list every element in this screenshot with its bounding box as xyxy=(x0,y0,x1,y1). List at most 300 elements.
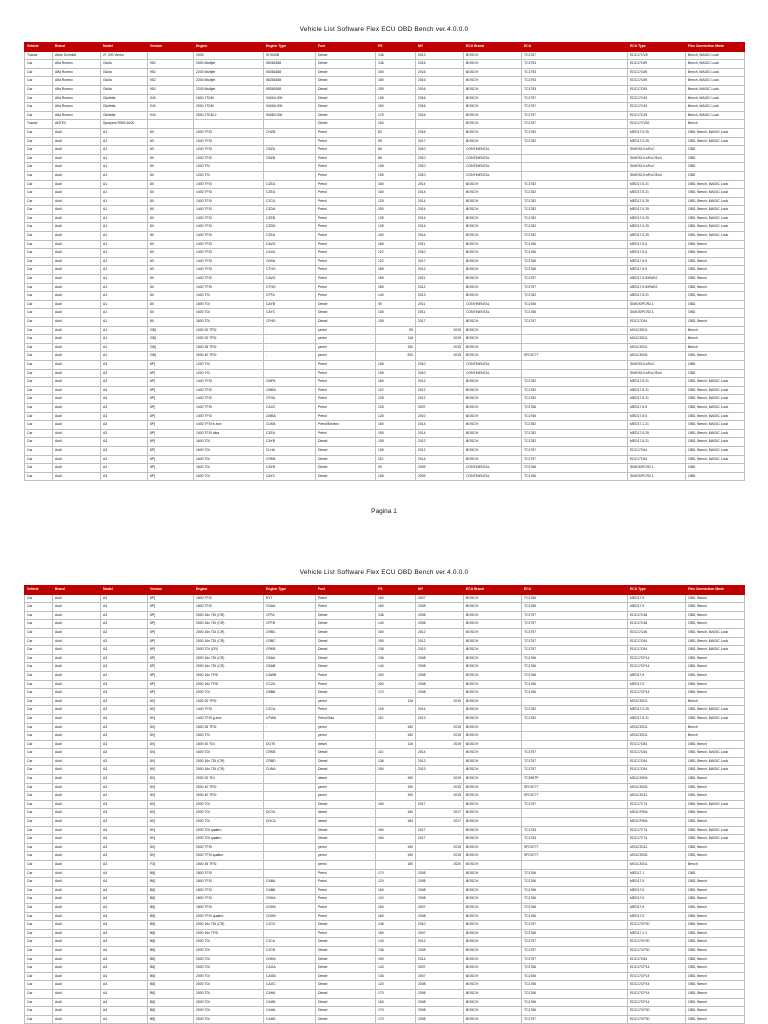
table-cell: EDC17C64 xyxy=(628,646,686,655)
table-cell: B8] xyxy=(148,1007,194,1016)
table-cell: 2019 xyxy=(416,697,464,706)
table-cell: OBD, Bench xyxy=(686,989,745,998)
table-cell: MED17.5 xyxy=(628,895,686,904)
table-cell: TC1766 xyxy=(522,240,628,249)
table-cell: MED17.5.21 xyxy=(628,378,686,387)
table-cell: A3 xyxy=(101,809,148,818)
table-cell: 1200 TSI xyxy=(194,360,264,369)
table-cell: A1 xyxy=(101,335,148,344)
table-cell: Car xyxy=(25,689,53,698)
table-cell: TC1793 xyxy=(522,826,628,835)
table-cell: 122 xyxy=(376,257,416,266)
table-cell: Car xyxy=(25,628,53,637)
table-cell: BOSCH xyxy=(464,1007,522,1016)
table-cell: CONTINENTAL xyxy=(464,146,522,155)
table-cell: 8P] xyxy=(148,403,194,412)
table-cell: TC1766 xyxy=(522,594,628,603)
table-cell: Petrol xyxy=(316,671,376,680)
table-cell: BOSCH xyxy=(464,283,522,292)
table-row xyxy=(25,620,745,629)
table-cell: CAYB xyxy=(264,464,316,473)
table-cell: TC1782 xyxy=(522,714,628,723)
table-cell: A4 xyxy=(101,886,148,895)
table-cell: TC1766 xyxy=(522,912,628,921)
table-cell: OBD, Bench, MAGIC Look xyxy=(686,232,745,241)
table-cell: Diesel xyxy=(316,989,376,998)
table-cell: BOSCH xyxy=(464,352,522,361)
table-cell: OBD, Bench xyxy=(686,895,745,904)
table-cell: TC1767 xyxy=(522,51,628,60)
table-row xyxy=(25,378,745,387)
table-cell: Car xyxy=(25,972,53,981)
table-cell: BOSCH xyxy=(464,455,522,464)
table-cell: BOSCH xyxy=(464,249,522,258)
table-cell: Audi xyxy=(53,180,101,189)
table-cell: EDC17CP20 xyxy=(628,946,686,955)
table-cell: B8] xyxy=(148,964,194,973)
table-cell: EDC17CP14 xyxy=(628,981,686,990)
table-cell: 1400 TFSI xyxy=(194,395,264,404)
table-cell: Audi xyxy=(53,689,101,698)
table-cell: 105 xyxy=(376,171,416,180)
table-cell: A4 xyxy=(101,989,148,998)
table-cell: Audi xyxy=(53,309,101,318)
table-cell: CDHB xyxy=(264,912,316,921)
table-cell: F3] xyxy=(148,861,194,870)
table-cell: Petrol xyxy=(316,878,376,887)
table-cell: TC1797 xyxy=(522,946,628,955)
table-cell: 160 xyxy=(376,912,416,921)
table-cell: MED17.5.25 xyxy=(628,706,686,715)
table-cell: 1600 TDI xyxy=(194,749,264,758)
table-cell: 1400 TFSI xyxy=(194,378,264,387)
table-cell: 1800 TFSI xyxy=(194,869,264,878)
table-cell: OBD, Bench xyxy=(686,620,745,629)
table-cell: 2014 xyxy=(416,429,464,438)
table-cell: Petrol xyxy=(316,903,376,912)
table-cell: 150 xyxy=(376,732,416,741)
table-cell: 136 xyxy=(376,654,416,663)
table-cell: CMPA xyxy=(264,378,316,387)
table-cell: 1800 TFSI xyxy=(194,895,264,904)
table-cell: Audi xyxy=(53,343,101,352)
table-cell: Diesel xyxy=(316,68,376,77)
table-cell xyxy=(264,137,316,146)
table-cell: 2010 xyxy=(416,146,464,155)
table-cell: 2014 xyxy=(416,197,464,206)
table-cell: 1500 TSI xyxy=(194,732,264,741)
table-cell xyxy=(522,818,628,827)
table-cell: 1400 TFSI xyxy=(194,249,264,258)
table-cell: BOSCH xyxy=(464,663,522,672)
table-row xyxy=(25,740,745,749)
table-cell: BOSCH xyxy=(464,318,522,327)
table-cell: OBD, Bench xyxy=(686,663,745,672)
table-cell: Audi xyxy=(53,1007,101,1016)
table-cell: Car xyxy=(25,335,53,344)
table-cell: 8X xyxy=(148,214,194,223)
table-cell: TC1766 xyxy=(522,989,628,998)
table-cell: Car xyxy=(25,412,53,421)
table-cell: Car xyxy=(25,386,53,395)
table-cell: A1 xyxy=(101,283,148,292)
table-cell: TC1797 xyxy=(522,103,628,112)
table-cell: CNVA xyxy=(264,257,316,266)
table-cell: EDC17C74 xyxy=(628,826,686,835)
table-cell: A1 xyxy=(101,223,148,232)
table-cell: MG1CS111 xyxy=(628,843,686,852)
table-cell: Petrol xyxy=(316,706,376,715)
table-cell: Audi xyxy=(53,275,101,284)
table-cell: Audi xyxy=(53,326,101,335)
table-cell: Petrol xyxy=(316,412,376,421)
table-cell: TC1797 xyxy=(522,757,628,766)
table-cell: 2200 Multijet xyxy=(194,77,264,86)
table-cell: Diesel xyxy=(316,921,376,930)
column-header: ECU Type xyxy=(628,586,686,595)
table-cell: OBD, Bench xyxy=(686,964,745,973)
table-row xyxy=(25,257,745,266)
table-cell: OBD, Bench, MAGIC Look xyxy=(686,214,745,223)
table-cell: 2013 xyxy=(416,714,464,723)
table-cell: 105 xyxy=(376,438,416,447)
table-cell: 8P] xyxy=(148,603,194,612)
table-cell: A1 xyxy=(101,154,148,163)
table-cell: Audi xyxy=(53,878,101,887)
table-cell: Diesel xyxy=(316,103,376,112)
table-cell: EDC17CP14 xyxy=(628,964,686,973)
table-cell: 2014 xyxy=(416,706,464,715)
table-row xyxy=(25,240,745,249)
table-row xyxy=(25,266,745,275)
table-cell: 2019 xyxy=(416,843,464,852)
table-cell: CFFB xyxy=(264,620,316,629)
table-cell xyxy=(416,120,464,129)
table-cell: Audi xyxy=(53,240,101,249)
table-cell: 90 xyxy=(376,300,416,309)
table-cell: TC1797 xyxy=(522,455,628,464)
table-cell: 2000 16v TDI (CR) xyxy=(194,637,264,646)
table-cell: Bench xyxy=(686,120,745,129)
table-cell: OBD, Bench xyxy=(686,998,745,1007)
table-cell: BOSCH xyxy=(464,732,522,741)
table-cell: DGTE xyxy=(264,740,316,749)
table-cell xyxy=(522,335,628,344)
table-cell: Car xyxy=(25,292,53,301)
table-cell: 2008 xyxy=(416,998,464,1007)
table-row xyxy=(25,189,745,198)
table-cell: petrol xyxy=(316,861,376,870)
table-row xyxy=(25,421,745,430)
page-title: Vehicle List Software Flex ECU OBD Bench ver.4.0.0.0 xyxy=(299,569,469,576)
table-cell: 2009 xyxy=(416,464,464,473)
table-cell: TC1797 xyxy=(522,94,628,103)
table-cell: Audi xyxy=(53,395,101,404)
table-cell: Car xyxy=(25,946,53,955)
table-cell: A1 xyxy=(101,318,148,327)
table-cell: 8V] xyxy=(148,835,194,844)
table-cell: Petrol xyxy=(316,163,376,172)
table-cell: ANTEC xyxy=(53,120,101,129)
table-cell: 2000 TDI (CR) xyxy=(194,646,264,655)
table-cell: 1400 TFSI e-tron xyxy=(194,421,264,430)
table-cell: 2003 xyxy=(194,51,264,60)
table-cell: 2017 xyxy=(416,818,464,827)
table-cell: 1600 TDI xyxy=(194,472,264,481)
table-cell: Audi xyxy=(53,981,101,990)
table-cell: 136 xyxy=(376,60,416,69)
table-cell: EDC17C46 xyxy=(628,611,686,620)
table-cell: 2011 xyxy=(416,240,464,249)
table-cell: Car xyxy=(25,1007,53,1016)
table-cell: 2007 xyxy=(416,929,464,938)
table-cell: 1400 TFSI xyxy=(194,412,264,421)
table-cell: MED17.5 xyxy=(628,680,686,689)
table-cell: 2200 Multijet xyxy=(194,68,264,77)
table-cell: 1400 TFSI xyxy=(194,257,264,266)
table-cell: Car xyxy=(25,835,53,844)
table-cell: 2000 30 TDI xyxy=(194,775,264,784)
table-cell: 200 xyxy=(376,671,416,680)
table-cell: Petrol xyxy=(316,886,376,895)
table-cell: TC1766 xyxy=(522,300,628,309)
table-cell: Alfa Romeo xyxy=(53,68,101,77)
table-cell: A1 xyxy=(101,128,148,137)
table-cell: 8P] xyxy=(148,472,194,481)
table-cell: TC1797 xyxy=(522,766,628,775)
table-cell: Car xyxy=(25,869,53,878)
table-cell: petrol xyxy=(316,343,376,352)
table-cell: 185 xyxy=(376,266,416,275)
table-cell: Car xyxy=(25,154,53,163)
column-header: Engine xyxy=(194,586,264,595)
table-cell: BOSCH xyxy=(464,412,522,421)
table-cell: 2012 xyxy=(416,395,464,404)
table-cell: 952 xyxy=(148,85,194,94)
table-cell: MG1CS001 xyxy=(628,783,686,792)
table-cell: MG1CS011 xyxy=(628,723,686,732)
table-cell: 8V] xyxy=(148,843,194,852)
table-cell: Car xyxy=(25,343,53,352)
table-cell: 1200 TSI xyxy=(194,171,264,180)
table-cell: Diesel xyxy=(316,800,376,809)
table-cell: 2014 xyxy=(416,749,464,758)
table-cell: 185 xyxy=(376,275,416,284)
table-cell: OBD, Bench, MAGIC Look xyxy=(686,826,745,835)
table-cell: CONTINENTAL xyxy=(464,360,522,369)
table-cell: MD1CP004 xyxy=(628,818,686,827)
table-cell: 8V] xyxy=(148,800,194,809)
table-cell: Car xyxy=(25,903,53,912)
table-cell: MED17.5 xyxy=(628,594,686,603)
table-cell: 160 xyxy=(376,378,416,387)
table-cell: Petrol xyxy=(316,429,376,438)
table-cell: Car xyxy=(25,697,53,706)
table-cell: TC1797 xyxy=(522,275,628,284)
table-cell: EDC17C49 xyxy=(628,103,686,112)
table-cell: 55266388 xyxy=(264,85,316,94)
table-cell: BOSCH xyxy=(464,240,522,249)
table-cell: BOSCH xyxy=(464,94,522,103)
table-cell: Car xyxy=(25,912,53,921)
table-row xyxy=(25,654,745,663)
table-cell: CAHB xyxy=(264,998,316,1007)
table-cell: CAHA xyxy=(264,1015,316,1024)
table-cell: 2000 16v TDI (CR) xyxy=(194,663,264,672)
table-cell: 2000 TFSI xyxy=(194,843,264,852)
table-cell: Diesel xyxy=(316,826,376,835)
table-cell: Car xyxy=(25,783,53,792)
table-cell: Car xyxy=(25,446,53,455)
table-cell: 170 xyxy=(376,1007,416,1016)
table-cell: 55266388 xyxy=(264,77,316,86)
table-cell: Petrol xyxy=(316,292,376,301)
table-cell: 1600 TDI xyxy=(194,318,264,327)
table-cell: B8] xyxy=(148,921,194,930)
table-cell: CPTA xyxy=(264,292,316,301)
table-cell: 2007 xyxy=(416,594,464,603)
table-cell: Diesel xyxy=(316,981,376,990)
table-cell: Car xyxy=(25,766,53,775)
table-cell: 82 xyxy=(376,128,416,137)
table-cell: petrol xyxy=(316,843,376,852)
table-cell: 8P] xyxy=(148,369,194,378)
table-cell: Car xyxy=(25,998,53,1007)
table-cell: Car xyxy=(25,981,53,990)
table-cell: OBD, Bench, MAGIC Look xyxy=(686,628,745,637)
table-cell: TC1766 xyxy=(522,878,628,887)
table-cell: Petrol xyxy=(316,128,376,137)
table-cell: BOSCH xyxy=(464,843,522,852)
table-row xyxy=(25,964,745,973)
table-cell: Bench, MAGIC Look xyxy=(686,94,745,103)
table-cell: EDC17C84 xyxy=(628,740,686,749)
table-cell: 2019 xyxy=(416,852,464,861)
table-cell: A1 xyxy=(101,275,148,284)
table-cell: DCYA xyxy=(264,809,316,818)
table-cell: 8V] xyxy=(148,706,194,715)
table-cell: Audi xyxy=(53,903,101,912)
table-cell: A3 xyxy=(101,680,148,689)
table-cell: OBD, Bench xyxy=(686,981,745,990)
table-cell: Petrol xyxy=(316,146,376,155)
table-cell: 8V] xyxy=(148,792,194,801)
table-cell: MED17.5.21 xyxy=(628,189,686,198)
table-cell: 150 xyxy=(376,180,416,189)
table-cell: Car xyxy=(25,266,53,275)
table-cell: TC1766 xyxy=(522,1007,628,1016)
table-cell: CHZB xyxy=(264,128,316,137)
table-cell: Car xyxy=(25,472,53,481)
table-cell: BOSCH xyxy=(464,757,522,766)
table-cell: BOSCH xyxy=(464,706,522,715)
table-cell: Audi xyxy=(53,232,101,241)
table-cell: Giulietta xyxy=(101,103,148,112)
table-cell: A3 xyxy=(101,446,148,455)
table-row xyxy=(25,818,745,827)
table-cell: A1 xyxy=(101,137,148,146)
table-cell: 105 xyxy=(376,369,416,378)
table-cell: 140 xyxy=(376,620,416,629)
table-cell: Bench, MAGIC Look xyxy=(686,51,745,60)
table-cell xyxy=(522,740,628,749)
table-cell: BOSCH xyxy=(464,120,522,129)
table-cell: A3 xyxy=(101,671,148,680)
table-row xyxy=(25,249,745,258)
table-cell: A3 xyxy=(101,628,148,637)
table-row xyxy=(25,60,745,69)
table-cell: OBD xyxy=(686,171,745,180)
table-cell: 8P] xyxy=(148,464,194,473)
table-cell: 2008 xyxy=(416,654,464,663)
table-cell: CONTINENTAL xyxy=(464,300,522,309)
table-cell: 1800 TFSI xyxy=(194,878,264,887)
table-cell xyxy=(264,732,316,741)
table-cell: Bench xyxy=(686,697,745,706)
table-cell: 150 xyxy=(376,103,416,112)
table-cell: A3 xyxy=(101,697,148,706)
table-cell: Petrol/Electric xyxy=(316,421,376,430)
table-cell: petrol xyxy=(316,352,376,361)
table-cell: A3 xyxy=(101,646,148,655)
table-cell: BOSCH xyxy=(464,446,522,455)
table-cell: 2011 xyxy=(416,309,464,318)
table-cell: 2012 xyxy=(416,438,464,447)
table-cell: OBD, Bench xyxy=(686,292,745,301)
table-cell: 8X xyxy=(148,206,194,215)
table-cell xyxy=(264,171,316,180)
table-cell: Car xyxy=(25,886,53,895)
table-cell: 150 xyxy=(376,189,416,198)
table-cell: Car xyxy=(25,594,53,603)
table-cell: Petrol xyxy=(316,249,376,258)
table-cell: 1400 TFSI xyxy=(194,403,264,412)
table-cell: 8V] xyxy=(148,714,194,723)
table-cell: 8X xyxy=(148,309,194,318)
table-cell: OBD, Bench xyxy=(686,783,745,792)
table-cell: Tractor xyxy=(25,51,53,60)
table-cell: OBD, Bench xyxy=(686,972,745,981)
table-cell: 2010 xyxy=(416,171,464,180)
table-cell: 8X xyxy=(148,128,194,137)
table-cell: MED17.5.21 xyxy=(628,386,686,395)
table-cell: BOSCH xyxy=(464,335,522,344)
table-cell: 1400 TFSI xyxy=(194,206,264,215)
table-row xyxy=(25,1007,745,1016)
table-cell: 95 xyxy=(376,326,416,335)
table-cell: Audi xyxy=(53,663,101,672)
table-cell: Audi xyxy=(53,378,101,387)
table-cell xyxy=(264,852,316,861)
table-cell: 2000 16v TFSI xyxy=(194,671,264,680)
table-row xyxy=(25,120,745,129)
table-cell: Petrol/Gas xyxy=(316,714,376,723)
table-cell: CTHG xyxy=(264,283,316,292)
table-cell: CONTINENTAL xyxy=(464,472,522,481)
table-cell: - xyxy=(264,335,316,344)
table-row xyxy=(25,395,745,404)
table-cell: Car xyxy=(25,421,53,430)
table-cell: CZCA xyxy=(264,706,316,715)
table-cell: Bench, MAGIC Look xyxy=(686,103,745,112)
table-cell: 2008 xyxy=(416,689,464,698)
table-cell xyxy=(522,326,628,335)
table-cell: A1 xyxy=(101,300,148,309)
table-cell: BOSCH xyxy=(464,60,522,69)
table-cell: 2017 xyxy=(416,800,464,809)
table-cell: Diesel xyxy=(316,51,376,60)
table-cell: Car xyxy=(25,714,53,723)
